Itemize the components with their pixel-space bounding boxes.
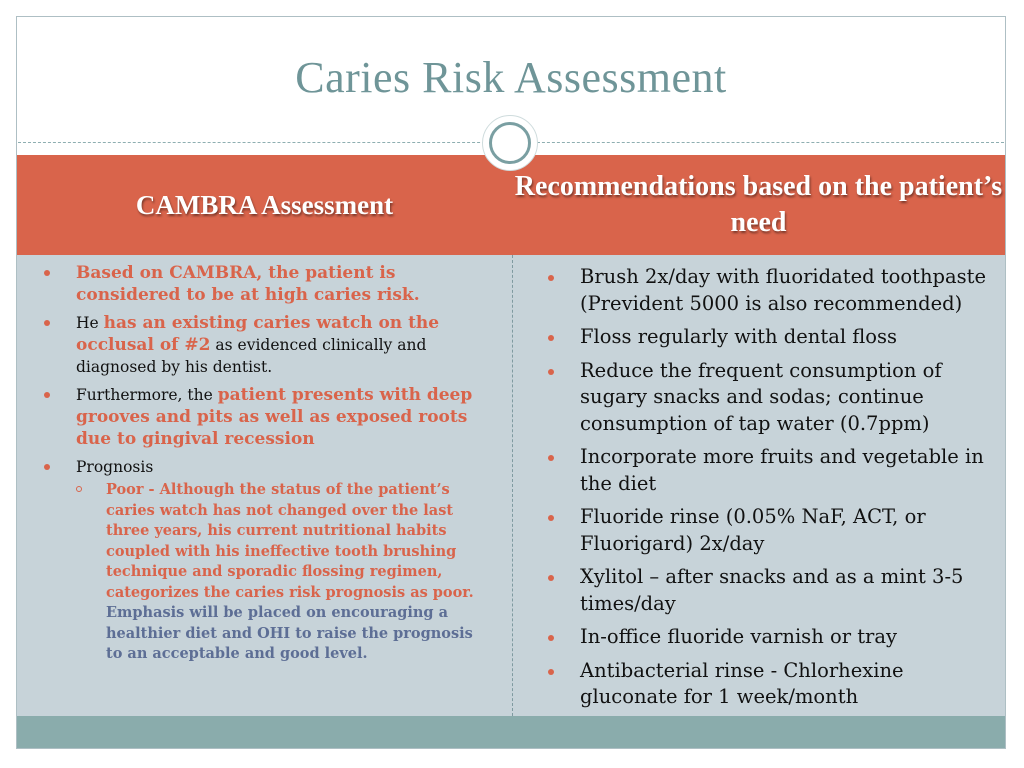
bullet-icon xyxy=(548,515,554,521)
right-column-header: Recommendations based on the patient’s need xyxy=(514,171,1003,238)
circle-ornament-icon xyxy=(482,115,538,171)
bullet-icon xyxy=(548,669,554,675)
bullet-icon xyxy=(548,275,554,281)
hollow-bullet-icon xyxy=(76,486,82,492)
footer-band xyxy=(17,716,1005,748)
list-item: Incorporate more fruits and vegetable in the diet xyxy=(548,444,988,497)
bullet-icon xyxy=(548,575,554,581)
caries-watch-highlight: has an existing caries watch on the occlusal of #2 xyxy=(76,313,440,355)
list-item: He has an existing caries watch on the occlusal of #2 as evidenced clinically and diagnosed by his dentist. xyxy=(44,312,484,378)
high-risk-statement: Based on CAMBRA, the patient is considered to be at high caries risk. xyxy=(76,263,420,305)
bullet-icon xyxy=(44,464,50,470)
cambra-assessment-list xyxy=(44,262,484,671)
prognosis-detail: Poor - Although the status of the patient’s caries watch has not changed over the last three years, his current nutritional habits coupled with his ineffective tooth brushing technique and sporadic flossing regimen, categorizes the caries risk prognosis as poor. Emphasis will be placed on encouraging a healthier diet and OHI to raise the prognosis to an acceptable and good level. xyxy=(76,480,484,665)
list-item xyxy=(44,456,484,665)
bullet-icon xyxy=(548,369,554,375)
list-item: Furthermore, the patient presents with deep grooves and pits as well as exposed roots due to gingival recession xyxy=(44,384,484,450)
column-divider xyxy=(512,255,513,716)
list-item: Floss regularly with dental floss xyxy=(548,324,988,351)
slide-title: Caries Risk Assessment xyxy=(295,53,727,102)
bullet-icon xyxy=(548,635,554,641)
list-item: In-office fluoride varnish or tray xyxy=(548,624,988,651)
bullet-icon xyxy=(44,392,50,398)
bullet-icon xyxy=(44,320,50,326)
list-item xyxy=(44,262,484,306)
bullet-icon xyxy=(548,455,554,461)
bullet-icon xyxy=(44,270,50,276)
list-item: Reduce the frequent consumption of sugary snacks and sodas; continue consumption of tap water (0.7ppm) xyxy=(548,358,988,438)
left-column-header: CAMBRA Assessment xyxy=(135,189,394,220)
recommendations-list xyxy=(548,264,988,718)
grooves-pits-highlight: patient presents with deep grooves and pits as well as exposed roots due to gingival recession xyxy=(76,385,473,449)
list-item: Fluoride rinse (0.05% NaF, ACT, or Fluorigard) 2x/day xyxy=(548,504,988,557)
bullet-icon xyxy=(548,335,554,341)
list-item: Antibacterial rinse - Chlorhexine gluconate for 1 week/month xyxy=(548,658,988,711)
prognosis-label: Prognosis xyxy=(76,458,154,476)
list-item: Brush 2x/day with fluoridated toothpaste (Prevident 5000 is also recommended) xyxy=(548,264,988,317)
list-item: Xylitol – after snacks and as a mint 3-5 times/day xyxy=(548,564,988,617)
